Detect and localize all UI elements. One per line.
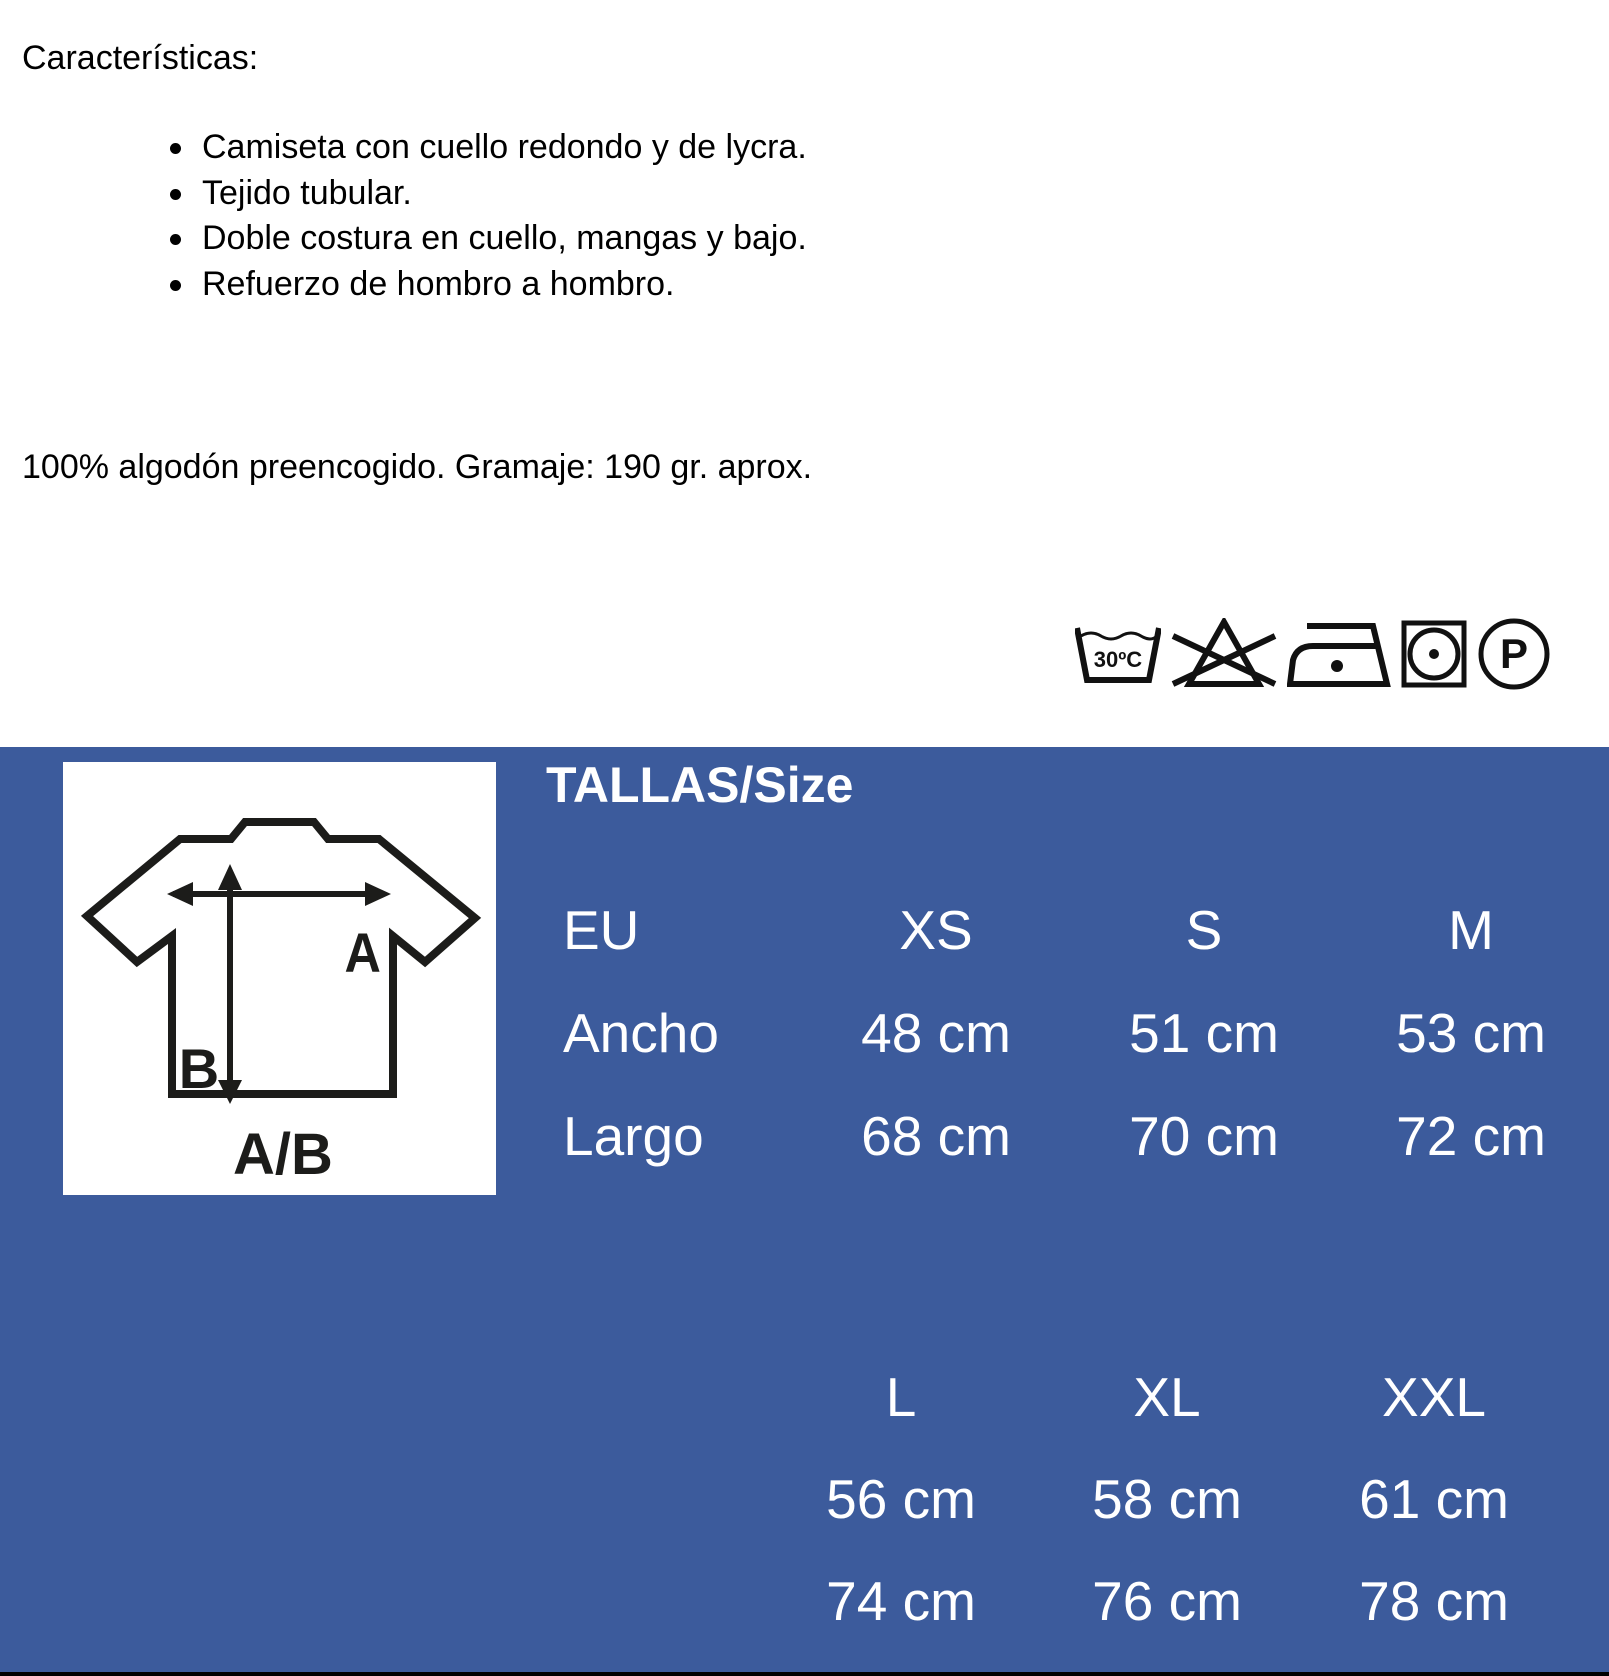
width-s: 51 cm bbox=[1129, 1002, 1279, 1064]
svg-text:P: P bbox=[1499, 630, 1529, 677]
wash-30c-icon bbox=[1075, 624, 1161, 684]
length-xs: 68 cm bbox=[861, 1105, 1011, 1167]
features-list bbox=[160, 125, 807, 307]
length-xl: 76 cm bbox=[1092, 1570, 1242, 1632]
feature-item: Camiseta con cuello redondo y de lycra. bbox=[160, 125, 807, 171]
tumble-dry-low-icon bbox=[1401, 620, 1467, 688]
width-xl: 58 cm bbox=[1092, 1468, 1242, 1530]
features-heading: Características: bbox=[22, 39, 259, 77]
row-label-eu: EU bbox=[563, 899, 640, 961]
length-l: 74 cm bbox=[826, 1570, 976, 1632]
dry-clean-p-icon bbox=[1477, 617, 1551, 691]
length-m: 72 cm bbox=[1396, 1105, 1546, 1167]
row-label-width: Ancho bbox=[563, 1002, 719, 1064]
care-symbols bbox=[1075, 612, 1551, 696]
width-xxl: 61 cm bbox=[1359, 1468, 1509, 1530]
size-header-s: S bbox=[1185, 899, 1223, 961]
no-bleach-icon bbox=[1171, 618, 1277, 690]
size-header-xl: XL bbox=[1133, 1366, 1201, 1428]
composition-text: 100% algodón preencogido. Gramaje: 190 gr. aprox. bbox=[22, 448, 813, 486]
width-xs: 48 cm bbox=[861, 1002, 1011, 1064]
feature-item: Doble costura en cuello, mangas y bajo. bbox=[160, 216, 807, 262]
length-s: 70 cm bbox=[1129, 1105, 1279, 1167]
width-m: 53 cm bbox=[1396, 1002, 1546, 1064]
row-label-length: Largo bbox=[563, 1105, 704, 1167]
size-header-xs: XS bbox=[899, 899, 973, 961]
tshirt-measure-diagram bbox=[63, 762, 496, 1195]
bottom-border bbox=[0, 1672, 1609, 1676]
svg-text:B: B bbox=[178, 1037, 220, 1100]
size-chart-title: TALLAS/Size bbox=[546, 757, 854, 813]
length-xxl: 78 cm bbox=[1359, 1570, 1509, 1632]
feature-item: Tejido tubular. bbox=[160, 171, 807, 217]
width-l: 56 cm bbox=[826, 1468, 976, 1530]
svg-text:30ºC: 30ºC bbox=[1093, 647, 1143, 672]
iron-low-icon bbox=[1287, 620, 1391, 688]
size-header-m: M bbox=[1448, 899, 1494, 961]
tshirt-icon bbox=[63, 762, 496, 1195]
feature-item: Refuerzo de hombro a hombro. bbox=[160, 262, 807, 308]
svg-text:A: A bbox=[344, 922, 381, 985]
svg-text:A/B: A/B bbox=[233, 1122, 333, 1187]
size-header-l: L bbox=[885, 1366, 917, 1428]
size-header-xxl: XXL bbox=[1382, 1366, 1486, 1428]
